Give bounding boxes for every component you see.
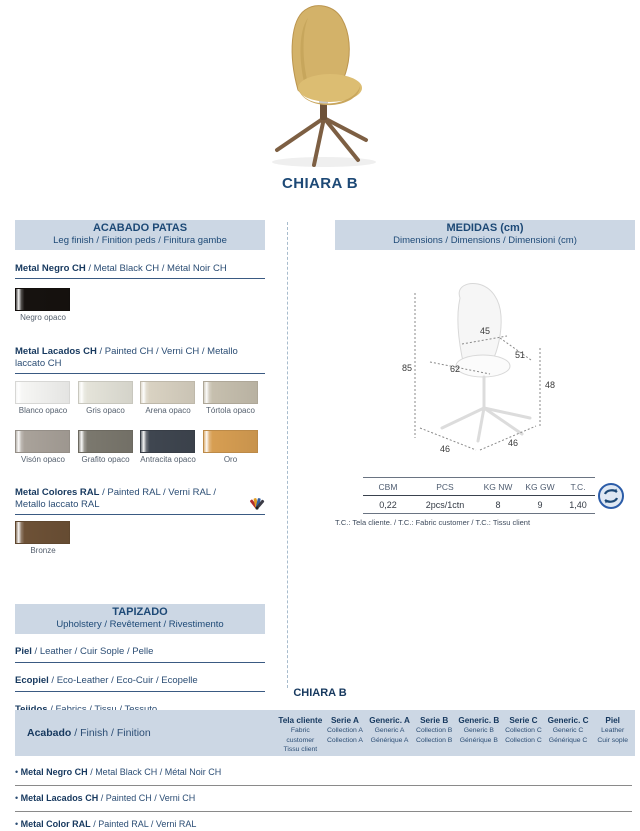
col-line3: Tissu client	[283, 746, 318, 753]
color-swatch	[78, 381, 133, 404]
col-line3: Générique B	[459, 736, 498, 744]
col-line2: Fabric customer	[286, 727, 315, 744]
section-subtitle: Leg finish / Finition peds / Finitura gambe	[53, 235, 227, 246]
col-line2: Generic B	[463, 727, 494, 734]
row-bold: Metal Negro CH	[20, 767, 88, 777]
swatch-cell	[203, 430, 263, 465]
page-title: CHIARA B	[282, 175, 358, 192]
row-rest: / Painted CH / Verni CH	[98, 793, 196, 803]
color-swatch	[78, 430, 133, 453]
swatch-cell	[15, 381, 75, 416]
col-line3: Collection A	[326, 736, 363, 744]
finish-row-metal-negro	[15, 766, 632, 778]
bullet: •	[15, 767, 19, 777]
swatch-cell	[78, 381, 138, 416]
col-line3: Cuir sople	[597, 736, 628, 744]
col-line2: Generic C	[552, 727, 584, 734]
row-bold: Metal Lacados CH	[20, 793, 99, 803]
group-label-rest: / Metal Black CH / Métal Noir CH	[85, 263, 227, 274]
col-line2: Leather	[601, 727, 625, 734]
dim-base-depth: 46	[508, 438, 519, 448]
finish-row-metal-lacados	[15, 792, 632, 804]
leg-finish-section	[15, 220, 265, 721]
group-label-rest: / Painted CH / Verni CH / Metallo laccato CH	[15, 346, 238, 369]
item-rest: / Leather / Cuir Sople / Pelle	[31, 646, 154, 657]
color-swatch	[203, 381, 258, 404]
group-label	[15, 487, 244, 511]
group-label-bold: Metal Negro CH	[15, 263, 86, 274]
finish-row-metal-ral	[15, 818, 632, 830]
item-bold: Ecopiel	[15, 675, 49, 686]
swatch-cell	[15, 288, 75, 323]
row-label-bold: Acabado	[27, 727, 72, 739]
swatch-cell	[140, 381, 200, 416]
row-rest: / Metal Black CH / Métal Noir CH	[87, 767, 222, 777]
color-swatch	[15, 430, 70, 453]
finish-table-header	[15, 710, 635, 756]
bullet: •	[15, 793, 19, 803]
section-subtitle: Dimensions / Dimensions / Dimensioni (cm)	[393, 235, 577, 246]
col-header: CBM	[378, 482, 398, 492]
column-serie-b	[412, 710, 457, 756]
group-label-bold: Metal Lacados CH	[15, 346, 97, 357]
finish-table-columns	[278, 710, 635, 756]
section-title: TAPIZADO	[112, 606, 168, 618]
section-title: MEDIDAS (cm)	[446, 222, 524, 234]
dim-seat-width: 45	[480, 326, 491, 336]
swatch-label: Negro opaco	[20, 313, 66, 322]
col-line1: Serie B	[420, 716, 449, 725]
dimensions-header	[335, 220, 635, 250]
row-divider	[15, 811, 632, 812]
swatch-label: Oro	[223, 455, 238, 464]
packing-table	[363, 477, 595, 514]
color-swatch	[15, 288, 70, 311]
column-tela-cliente	[278, 710, 323, 756]
section-title: ACABADO PATAS	[92, 222, 188, 234]
color-swatch	[15, 521, 70, 544]
row-label-rest: / Finish / Finition	[71, 727, 151, 739]
row-divider	[15, 785, 632, 786]
dim-total-width: 62	[450, 364, 461, 374]
item-rest: / Eco-Leather / Eco-Cuir / Ecopelle	[48, 675, 198, 686]
col-line3: Collection B	[416, 736, 453, 744]
chair-photo	[242, 2, 398, 170]
dim-total-height: 85	[402, 363, 413, 373]
finish-group-metal-negro	[15, 263, 265, 279]
column-generic-c	[546, 710, 591, 756]
upholstery-header	[15, 604, 265, 634]
col-line2: Generic A	[374, 727, 405, 734]
color-swatch	[203, 430, 258, 453]
dim-seat-depth: 51	[515, 350, 526, 360]
swatch-cell	[15, 430, 75, 465]
col-line3: Générique C	[548, 736, 588, 744]
column-generic-b	[457, 710, 502, 756]
col-line1: Tela cliente	[278, 716, 323, 725]
cell-kg-gw: 9	[537, 500, 543, 510]
swatch-cell	[140, 430, 200, 465]
dimensions-section	[335, 220, 635, 527]
finish-group-metal-lacados	[15, 346, 265, 374]
row-rest: / Painted RAL / Verni RAL	[90, 819, 197, 829]
swatch-label: Bronze	[30, 546, 56, 555]
group-label-rest: / Painted RAL / Verni RAL / Metallo laccato RAL	[15, 487, 216, 510]
col-header: KG GW	[525, 482, 555, 492]
col-line1: Serie A	[330, 716, 359, 725]
swatch-cell	[203, 381, 263, 416]
col-line1: Serie C	[509, 716, 538, 725]
column-generic-a	[367, 710, 412, 756]
col-line2: Collection B	[416, 727, 453, 734]
col-line3: Générique A	[370, 736, 409, 744]
swatch-label: Arena opaco	[145, 406, 191, 415]
swatch-cell	[78, 430, 138, 465]
leg-finish-header	[15, 220, 265, 250]
dim-seat-height: 48	[545, 380, 556, 390]
swatch-label: Visón opaco	[21, 455, 65, 464]
column-piel	[590, 710, 635, 756]
section-subtitle: Upholstery / Revêtement / Rivestimento	[56, 619, 224, 630]
finish-group-metal-ral	[15, 487, 265, 515]
swatch-cell	[15, 521, 75, 556]
dimension-diagram	[390, 278, 580, 463]
cell-tc: 1,40	[569, 500, 587, 510]
dim-base-width: 46	[440, 444, 451, 454]
column-divider	[287, 222, 288, 688]
column-serie-a	[323, 710, 368, 756]
col-header: PCS	[436, 482, 454, 492]
cell-kg-nw: 8	[495, 500, 501, 510]
col-line3: Collection C	[505, 736, 542, 744]
swatch-label: Blanco opaco	[18, 406, 68, 415]
ral-fan-icon	[249, 497, 265, 511]
col-line1: Generic. B	[458, 716, 500, 725]
swatch-label: Grafito opaco	[81, 455, 130, 464]
col-line1: Generic. A	[369, 716, 410, 725]
finish-table-title: CHIARA B	[293, 687, 347, 699]
swatch-label: Gris opaco	[86, 406, 125, 415]
color-swatch	[15, 381, 70, 404]
row-bold: Metal Color RAL	[20, 819, 91, 829]
bullet: •	[15, 819, 19, 829]
col-header: KG NW	[483, 482, 513, 492]
packing-footnote: T.C.: Tela cliente. / T.C.: Fabric customer / T.C.: Tissu client	[335, 518, 531, 527]
swivel-icon	[597, 482, 625, 510]
swatch-label: Tórtola opaco	[206, 406, 255, 415]
col-line2: Collection C	[505, 727, 542, 734]
upholstery-item-piel	[15, 646, 265, 663]
group-label-bold: Metal Colores RAL	[15, 487, 100, 498]
col-line1: Generic. C	[547, 716, 589, 725]
column-serie-c	[501, 710, 546, 756]
item-bold: Piel	[15, 646, 32, 657]
packing-table-header-row	[363, 478, 595, 496]
col-header: T.C.	[570, 482, 586, 492]
color-swatch	[140, 381, 195, 404]
finish-table-row-label	[15, 710, 278, 756]
cell-cbm: 0,22	[379, 500, 397, 510]
swatch-label: Antracita opaco	[140, 455, 196, 464]
cell-pcs: 2pcs/1ctn	[425, 500, 465, 510]
col-line1: Piel	[605, 716, 620, 725]
col-line2: Collection A	[326, 727, 363, 734]
packing-table-value-row	[363, 496, 595, 514]
color-swatch	[140, 430, 195, 453]
lacados-swatch-grid	[15, 381, 265, 465]
